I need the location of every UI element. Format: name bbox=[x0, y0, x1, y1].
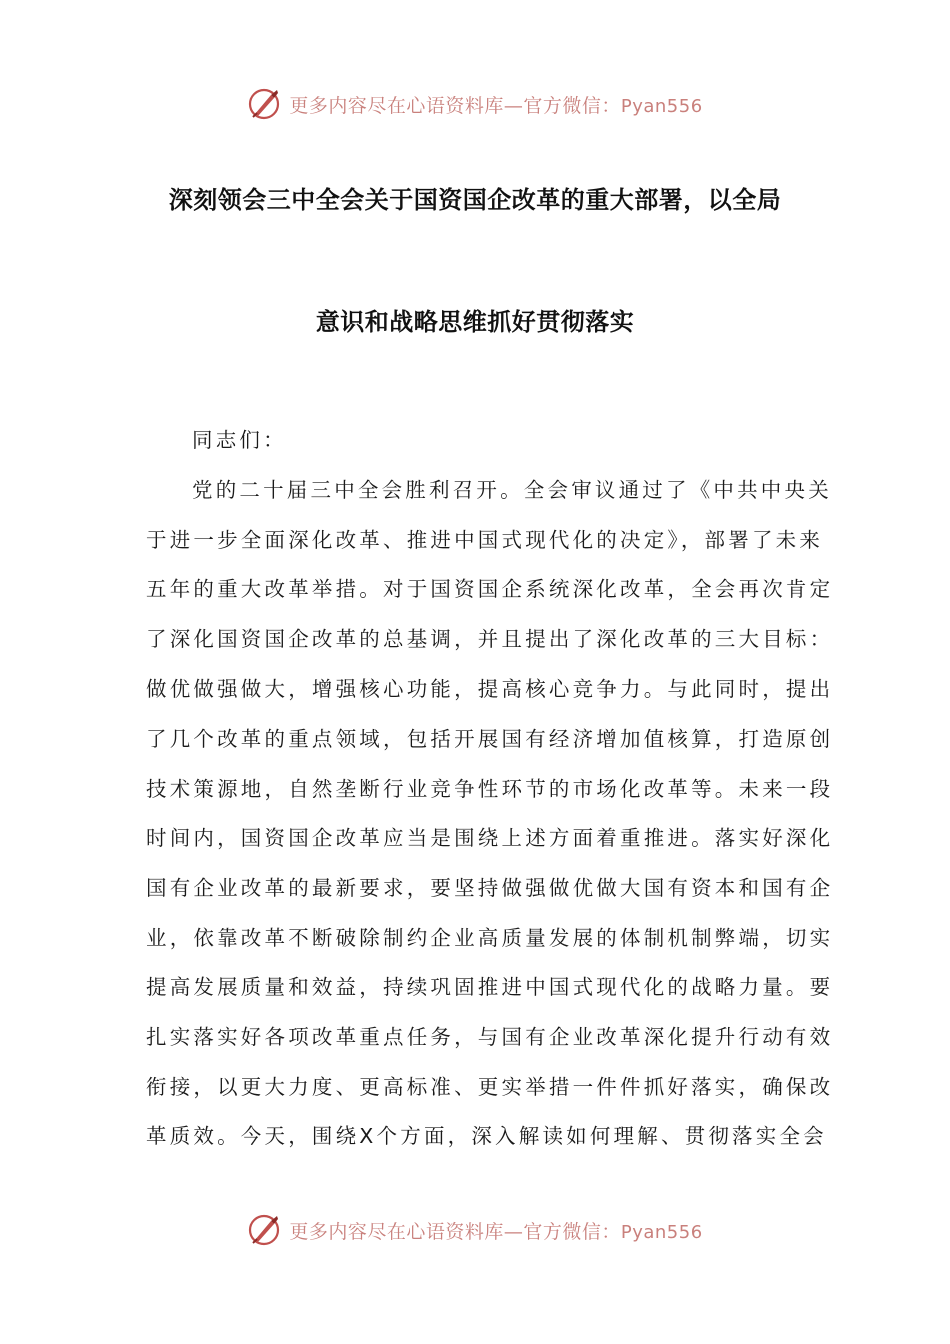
quill-logo-icon bbox=[247, 1212, 283, 1248]
paragraph-line: 党的二十届三中全会胜利召开。全会审议通过了《中共中央关 bbox=[192, 478, 832, 502]
footer-watermark bbox=[0, 1208, 950, 1252]
watermark-wechat-id: Pyan556 bbox=[620, 95, 703, 117]
paragraph-line: 五年的重大改革举措。对于国资国企系统深化改革，全会再次肯定 bbox=[146, 577, 834, 601]
document-title-line-2: 意识和战略思维抓好贯彻落实 bbox=[315, 307, 635, 336]
watermark-text: 更多内容尽在心语资料库—官方微信：Pyan556 bbox=[289, 1220, 703, 1243]
paragraph-line: 于进一步全面深化改革、推进中国式现代化的决定》，部署了未来 bbox=[146, 528, 824, 552]
watermark-text: 更多内容尽在心语资料库—官方微信：Pyan556 bbox=[289, 94, 703, 117]
paragraph-line: 国有企业改革的最新要求，要坚持做强做优做大国有资本和国有企 bbox=[146, 876, 834, 900]
paragraph-line: 时间内，国资国企改革应当是围绕上述方面着重推进。落实好深化 bbox=[146, 826, 834, 850]
paragraph-line: 技术策源地，自然垄断行业竞争性环节的市场化改革等。未来一段 bbox=[146, 777, 834, 801]
quill-logo-icon bbox=[247, 86, 283, 122]
paragraph-line: 革质效。今天，围绕X个方面，深入解读如何理解、贯彻落实全会 bbox=[146, 1124, 827, 1148]
watermark-wechat-id: Pyan556 bbox=[620, 1221, 703, 1243]
paragraph-line: 业，依靠改革不断破除制约企业高质量发展的体制机制弊端，切实 bbox=[146, 926, 834, 950]
paragraph-line: 衔接，以更大力度、更高标准、更实举措一件件抓好落实，确保改 bbox=[146, 1075, 834, 1099]
header-watermark bbox=[0, 82, 950, 126]
paragraph-line: 提高发展质量和效益，持续巩固推进中国式现代化的战略力量。要 bbox=[146, 975, 834, 999]
paragraph-line: 做优做强做大，增强核心功能，提高核心竞争力。与此同时，提出 bbox=[146, 677, 834, 701]
paragraph-line: 了几个改革的重点领域，包括开展国有经济增加值核算，打造原创 bbox=[146, 727, 834, 751]
salutation: 同志们： bbox=[192, 428, 287, 452]
paragraph-line: 扎实落实好各项改革重点任务，与国有企业改革深化提升行动有效 bbox=[146, 1025, 834, 1049]
paragraph-line: 了深化国资国企改革的总基调，并且提出了深化改革的三大目标： bbox=[146, 627, 834, 651]
document-title-line-1: 深刻领会三中全会关于国资国企改革的重大部署，以全局 bbox=[168, 185, 782, 214]
